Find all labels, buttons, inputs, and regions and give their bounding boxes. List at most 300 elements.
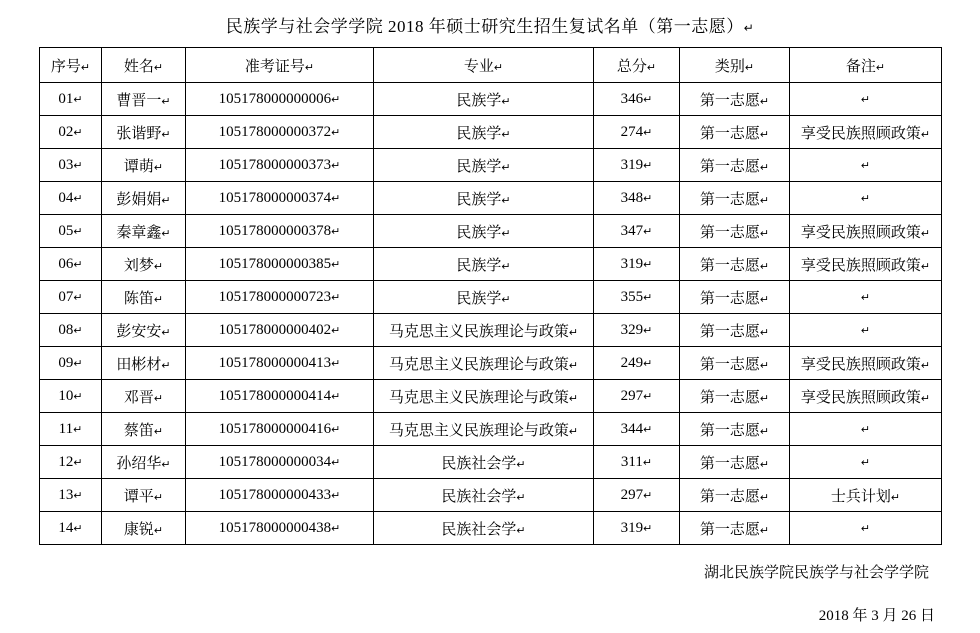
table-row xyxy=(40,479,942,512)
cell-seq-text: 05 xyxy=(58,222,74,239)
paragraph-mark-icon: ↵ xyxy=(759,194,770,207)
column-header-type xyxy=(680,48,790,83)
cell-score xyxy=(594,413,680,446)
roster-table-wrapper xyxy=(39,47,941,545)
table-row xyxy=(40,116,942,149)
cell-exam-no xyxy=(186,413,374,446)
cell-score-text: 311 xyxy=(620,453,643,470)
paragraph-mark-icon: ↵ xyxy=(643,357,653,370)
cell-name xyxy=(102,347,186,380)
paragraph-mark-icon: ↵ xyxy=(568,425,579,438)
cell-score xyxy=(594,380,680,413)
paragraph-mark-icon: ↵ xyxy=(743,21,755,35)
paragraph-mark-icon: ↵ xyxy=(331,159,341,172)
cell-type-text: 第一志愿 xyxy=(699,158,760,175)
cell-exam-no-text: 105178000000723 xyxy=(218,288,332,305)
cell-name-text: 谭平 xyxy=(123,488,154,505)
cell-score xyxy=(594,314,680,347)
cell-exam-no xyxy=(186,512,374,545)
cell-seq xyxy=(40,446,102,479)
cell-score-text: 297 xyxy=(620,387,644,404)
column-header-exam-no xyxy=(186,48,374,83)
cell-major-text: 民族学 xyxy=(456,224,502,241)
cell-major xyxy=(374,248,594,281)
cell-remark xyxy=(790,149,942,182)
paragraph-mark-icon: ↵ xyxy=(153,392,164,405)
paragraph-mark-icon: ↵ xyxy=(331,225,341,238)
cell-name xyxy=(102,413,186,446)
paragraph-mark-icon: ↵ xyxy=(331,126,341,139)
cell-exam-no xyxy=(186,281,374,314)
paragraph-mark-icon: ↵ xyxy=(73,357,83,370)
cell-remark-text: 士兵计划 xyxy=(830,488,891,505)
paragraph-mark-icon: ↵ xyxy=(153,425,164,438)
cell-exam-no-text: 105178000000402 xyxy=(218,321,332,338)
column-header-name-label: 姓名 xyxy=(123,58,154,75)
table-header-row xyxy=(40,48,942,83)
cell-type-text: 第一志愿 xyxy=(699,356,760,373)
cell-exam-no xyxy=(186,479,374,512)
cell-score xyxy=(594,347,680,380)
paragraph-mark-icon: ↵ xyxy=(73,225,83,238)
cell-exam-no-text: 105178000000372 xyxy=(218,123,332,140)
paragraph-mark-icon: ↵ xyxy=(643,423,653,436)
cell-seq xyxy=(40,182,102,215)
cell-type xyxy=(680,83,790,116)
cell-remark xyxy=(790,248,942,281)
cell-seq xyxy=(40,512,102,545)
cell-name-text: 陈笛 xyxy=(123,290,154,307)
document-footer xyxy=(39,545,941,625)
cell-type-text: 第一志愿 xyxy=(699,521,760,538)
cell-exam-no xyxy=(186,446,374,479)
cell-major xyxy=(374,512,594,545)
cell-name-text: 彭安安 xyxy=(116,323,162,340)
paragraph-mark-icon: ↵ xyxy=(759,227,770,240)
roster-table-body xyxy=(40,83,942,545)
cell-seq-text: 08 xyxy=(58,321,74,338)
cell-major-text: 民族社会学 xyxy=(441,455,517,472)
paragraph-mark-icon: ↵ xyxy=(744,61,755,74)
cell-seq-text: 11 xyxy=(58,420,74,437)
cell-exam-no xyxy=(186,83,374,116)
cell-remark xyxy=(790,83,942,116)
cell-score-text: 344 xyxy=(620,420,644,437)
cell-name-text: 蔡笛 xyxy=(123,422,154,439)
paragraph-mark-icon: ↵ xyxy=(643,522,653,535)
cell-score-text: 348 xyxy=(620,189,644,206)
column-header-score xyxy=(594,48,680,83)
paragraph-mark-icon: ↵ xyxy=(501,128,511,141)
cell-major-text: 民族学 xyxy=(456,125,502,142)
cell-seq-text: 06 xyxy=(58,255,74,272)
cell-type-text: 第一志愿 xyxy=(699,125,760,142)
paragraph-mark-icon: ↵ xyxy=(860,159,871,172)
cell-major-text: 马克思主义民族理论与政策 xyxy=(388,356,569,373)
cell-type-text: 第一志愿 xyxy=(699,488,760,505)
cell-exam-no-text: 105178000000034 xyxy=(218,453,332,470)
cell-score xyxy=(594,281,680,314)
cell-remark xyxy=(790,347,942,380)
cell-score xyxy=(594,116,680,149)
paragraph-mark-icon: ↵ xyxy=(860,291,871,304)
cell-name-text: 秦章鑫 xyxy=(116,224,162,241)
cell-remark-text: 享受民族照顾政策 xyxy=(800,125,921,142)
paragraph-mark-icon: ↵ xyxy=(304,61,315,74)
paragraph-mark-icon: ↵ xyxy=(860,522,871,535)
cell-name-text: 田彬材 xyxy=(116,356,162,373)
cell-major xyxy=(374,116,594,149)
footer-date: 2018 年 3 月 26 日 xyxy=(818,608,935,624)
paragraph-mark-icon: ↵ xyxy=(501,161,511,174)
cell-name xyxy=(102,149,186,182)
cell-type-text: 第一志愿 xyxy=(699,92,760,109)
paragraph-mark-icon: ↵ xyxy=(331,423,341,436)
cell-seq xyxy=(40,116,102,149)
paragraph-mark-icon: ↵ xyxy=(759,260,770,273)
column-header-seq xyxy=(40,48,102,83)
cell-seq xyxy=(40,479,102,512)
cell-score-text: 355 xyxy=(620,288,644,305)
cell-name xyxy=(102,446,186,479)
footer-organization: 湖北民族学院民族学与社会学学院 xyxy=(703,565,929,581)
cell-exam-no xyxy=(186,248,374,281)
cell-name-text: 邓晋 xyxy=(123,389,154,406)
paragraph-mark-icon: ↵ xyxy=(153,293,164,306)
cell-major-text: 民族学 xyxy=(456,158,502,175)
cell-exam-no xyxy=(186,380,374,413)
paragraph-mark-icon: ↵ xyxy=(643,225,653,238)
cell-remark-text: 享受民族照顾政策 xyxy=(800,224,921,241)
paragraph-mark-icon: ↵ xyxy=(643,192,653,205)
paragraph-mark-icon: ↵ xyxy=(516,458,526,471)
cell-score-text: 319 xyxy=(620,255,644,272)
paragraph-mark-icon: ↵ xyxy=(153,524,164,537)
paragraph-mark-icon: ↵ xyxy=(568,359,579,372)
paragraph-mark-icon: ↵ xyxy=(860,324,871,337)
cell-name-text: 曹晋一 xyxy=(116,92,162,109)
paragraph-mark-icon: ↵ xyxy=(331,522,341,535)
cell-major xyxy=(374,281,594,314)
cell-type xyxy=(680,215,790,248)
column-header-major xyxy=(374,48,594,83)
cell-major xyxy=(374,479,594,512)
cell-type xyxy=(680,380,790,413)
cell-type-text: 第一志愿 xyxy=(699,422,760,439)
paragraph-mark-icon: ↵ xyxy=(331,390,341,403)
cell-score xyxy=(594,182,680,215)
table-row xyxy=(40,512,942,545)
cell-remark xyxy=(790,413,942,446)
cell-major xyxy=(374,413,594,446)
cell-seq xyxy=(40,281,102,314)
cell-score xyxy=(594,446,680,479)
paragraph-mark-icon: ↵ xyxy=(920,260,931,273)
cell-major xyxy=(374,215,594,248)
cell-seq-text: 14 xyxy=(58,519,74,536)
cell-exam-no-text: 105178000000416 xyxy=(218,420,332,437)
cell-remark xyxy=(790,479,942,512)
paragraph-mark-icon: ↵ xyxy=(643,489,653,502)
paragraph-mark-icon: ↵ xyxy=(643,390,653,403)
column-header-seq-label: 序号 xyxy=(50,58,81,75)
paragraph-mark-icon: ↵ xyxy=(759,95,770,108)
cell-type-text: 第一志愿 xyxy=(699,290,760,307)
cell-major-text: 民族学 xyxy=(456,257,502,274)
roster-table xyxy=(39,47,942,545)
cell-seq-text: 09 xyxy=(58,354,74,371)
cell-name-text: 孙绍华 xyxy=(116,455,162,472)
cell-remark-text: 享受民族照顾政策 xyxy=(800,356,921,373)
cell-seq-text: 10 xyxy=(58,387,74,404)
cell-type xyxy=(680,479,790,512)
cell-exam-no xyxy=(186,149,374,182)
paragraph-mark-icon: ↵ xyxy=(920,227,931,240)
paragraph-mark-icon: ↵ xyxy=(161,95,171,108)
paragraph-mark-icon: ↵ xyxy=(920,392,931,405)
cell-major xyxy=(374,380,594,413)
cell-seq xyxy=(40,83,102,116)
table-row xyxy=(40,149,942,182)
cell-type xyxy=(680,116,790,149)
paragraph-mark-icon: ↵ xyxy=(643,324,653,337)
cell-score-text: 274 xyxy=(620,123,644,140)
paragraph-mark-icon: ↵ xyxy=(161,194,171,207)
cell-name xyxy=(102,314,186,347)
paragraph-mark-icon: ↵ xyxy=(643,126,653,139)
paragraph-mark-icon: ↵ xyxy=(516,491,526,504)
paragraph-mark-icon: ↵ xyxy=(73,456,83,469)
paragraph-mark-icon: ↵ xyxy=(759,128,770,141)
cell-score xyxy=(594,215,680,248)
cell-type-text: 第一志愿 xyxy=(699,389,760,406)
cell-type-text: 第一志愿 xyxy=(699,323,760,340)
paragraph-mark-icon: ↵ xyxy=(759,425,770,438)
paragraph-mark-icon: ↵ xyxy=(568,326,579,339)
column-header-major-label: 专业 xyxy=(463,58,494,75)
cell-remark xyxy=(790,446,942,479)
cell-major-text: 马克思主义民族理论与政策 xyxy=(388,389,569,406)
cell-score-text: 249 xyxy=(620,354,644,371)
paragraph-mark-icon: ↵ xyxy=(860,456,871,469)
paragraph-mark-icon: ↵ xyxy=(73,522,83,535)
cell-score-text: 319 xyxy=(620,519,644,536)
cell-exam-no xyxy=(186,182,374,215)
cell-exam-no xyxy=(186,347,374,380)
cell-score-text: 346 xyxy=(620,90,644,107)
cell-name-text: 谭萌 xyxy=(123,158,154,175)
cell-score-text: 329 xyxy=(620,321,644,338)
cell-remark xyxy=(790,512,942,545)
cell-major xyxy=(374,446,594,479)
paragraph-mark-icon: ↵ xyxy=(73,258,83,271)
cell-major xyxy=(374,314,594,347)
paragraph-mark-icon: ↵ xyxy=(73,126,83,139)
table-row xyxy=(40,446,942,479)
paragraph-mark-icon: ↵ xyxy=(875,61,886,74)
paragraph-mark-icon: ↵ xyxy=(73,324,83,337)
paragraph-mark-icon: ↵ xyxy=(643,258,653,271)
paragraph-mark-icon: ↵ xyxy=(493,61,504,74)
cell-name xyxy=(102,83,186,116)
cell-name xyxy=(102,116,186,149)
page-title-text: 民族学与社会学学院 2018 年硕士研究生招生复试名单（第一志愿） xyxy=(225,17,744,36)
cell-seq-text: 04 xyxy=(58,189,74,206)
cell-seq xyxy=(40,380,102,413)
cell-seq xyxy=(40,314,102,347)
paragraph-mark-icon: ↵ xyxy=(331,258,341,271)
cell-major-text: 马克思主义民族理论与政策 xyxy=(388,323,569,340)
cell-exam-no-text: 105178000000373 xyxy=(218,156,332,173)
cell-major-text: 民族学 xyxy=(456,290,502,307)
paragraph-mark-icon: ↵ xyxy=(860,93,871,106)
paragraph-mark-icon: ↵ xyxy=(153,491,164,504)
cell-exam-no-text: 105178000000006 xyxy=(218,90,332,107)
cell-type xyxy=(680,347,790,380)
paragraph-mark-icon: ↵ xyxy=(920,359,931,372)
cell-type xyxy=(680,182,790,215)
paragraph-mark-icon: ↵ xyxy=(161,128,171,141)
cell-type-text: 第一志愿 xyxy=(699,224,760,241)
cell-type xyxy=(680,413,790,446)
column-header-remark-label: 备注 xyxy=(845,58,876,75)
paragraph-mark-icon: ↵ xyxy=(501,227,511,240)
cell-remark xyxy=(790,116,942,149)
paragraph-mark-icon: ↵ xyxy=(759,359,770,372)
cell-name xyxy=(102,248,186,281)
cell-type-text: 第一志愿 xyxy=(699,191,760,208)
paragraph-mark-icon: ↵ xyxy=(759,326,770,339)
cell-major xyxy=(374,83,594,116)
paragraph-mark-icon: ↵ xyxy=(759,458,770,471)
paragraph-mark-icon: ↵ xyxy=(80,61,91,74)
table-row xyxy=(40,314,942,347)
cell-type xyxy=(680,446,790,479)
cell-score xyxy=(594,512,680,545)
paragraph-mark-icon: ↵ xyxy=(331,489,341,502)
cell-seq-text: 03 xyxy=(58,156,74,173)
paragraph-mark-icon: ↵ xyxy=(161,227,171,240)
paragraph-mark-icon: ↵ xyxy=(331,456,341,469)
paragraph-mark-icon: ↵ xyxy=(73,159,83,172)
cell-score xyxy=(594,248,680,281)
cell-type-text: 第一志愿 xyxy=(699,455,760,472)
paragraph-mark-icon: ↵ xyxy=(153,260,164,273)
cell-name xyxy=(102,182,186,215)
paragraph-mark-icon: ↵ xyxy=(331,357,341,370)
column-header-score-label: 总分 xyxy=(616,58,647,75)
paragraph-mark-icon: ↵ xyxy=(501,293,511,306)
cell-remark xyxy=(790,314,942,347)
cell-seq-text: 07 xyxy=(58,288,74,305)
paragraph-mark-icon: ↵ xyxy=(73,423,83,436)
cell-score xyxy=(594,83,680,116)
paragraph-mark-icon: ↵ xyxy=(331,192,341,205)
cell-exam-no-text: 105178000000378 xyxy=(218,222,332,239)
paragraph-mark-icon: ↵ xyxy=(759,161,770,174)
paragraph-mark-icon: ↵ xyxy=(646,61,657,74)
cell-major xyxy=(374,182,594,215)
paragraph-mark-icon: ↵ xyxy=(643,159,653,172)
cell-type xyxy=(680,314,790,347)
cell-name-text: 刘梦 xyxy=(123,257,154,274)
table-row xyxy=(40,248,942,281)
cell-seq-text: 13 xyxy=(58,486,74,503)
paragraph-mark-icon: ↵ xyxy=(643,93,653,106)
cell-seq xyxy=(40,347,102,380)
cell-name xyxy=(102,512,186,545)
column-header-name xyxy=(102,48,186,83)
cell-type xyxy=(680,149,790,182)
cell-exam-no-text: 105178000000413 xyxy=(218,354,332,371)
table-row xyxy=(40,215,942,248)
paragraph-mark-icon: ↵ xyxy=(759,524,770,537)
paragraph-mark-icon: ↵ xyxy=(161,359,171,372)
table-row xyxy=(40,380,942,413)
cell-name-text: 张谐野 xyxy=(116,125,162,142)
paragraph-mark-icon: ↵ xyxy=(643,291,653,304)
cell-major-text: 民族学 xyxy=(456,92,502,109)
cell-seq-text: 01 xyxy=(58,90,74,107)
paragraph-mark-icon: ↵ xyxy=(153,161,164,174)
cell-exam-no-text: 105178000000438 xyxy=(218,519,332,536)
paragraph-mark-icon: ↵ xyxy=(73,192,83,205)
cell-remark-text: 享受民族照顾政策 xyxy=(800,389,921,406)
paragraph-mark-icon: ↵ xyxy=(642,456,653,469)
cell-type xyxy=(680,281,790,314)
cell-name xyxy=(102,479,186,512)
paragraph-mark-icon: ↵ xyxy=(516,524,526,537)
cell-remark xyxy=(790,380,942,413)
cell-exam-no-text: 105178000000433 xyxy=(218,486,332,503)
cell-exam-no-text: 105178000000414 xyxy=(218,387,332,404)
paragraph-mark-icon: ↵ xyxy=(920,128,931,141)
cell-score-text: 297 xyxy=(620,486,644,503)
paragraph-mark-icon: ↵ xyxy=(153,61,164,74)
cell-score xyxy=(594,479,680,512)
cell-exam-no-text: 105178000000385 xyxy=(218,255,332,272)
paragraph-mark-icon: ↵ xyxy=(331,291,341,304)
paragraph-mark-icon: ↵ xyxy=(501,194,511,207)
cell-exam-no-text: 105178000000374 xyxy=(218,189,332,206)
cell-seq-text: 02 xyxy=(58,123,74,140)
cell-type xyxy=(680,512,790,545)
paragraph-mark-icon: ↵ xyxy=(331,93,341,106)
cell-remark xyxy=(790,182,942,215)
table-row xyxy=(40,413,942,446)
page-title xyxy=(0,0,980,47)
cell-major-text: 民族社会学 xyxy=(441,521,517,538)
paragraph-mark-icon: ↵ xyxy=(161,326,171,339)
cell-seq xyxy=(40,215,102,248)
paragraph-mark-icon: ↵ xyxy=(73,390,83,403)
cell-name xyxy=(102,380,186,413)
cell-seq-text: 12 xyxy=(58,453,74,470)
cell-type xyxy=(680,248,790,281)
paragraph-mark-icon: ↵ xyxy=(73,93,83,106)
cell-score xyxy=(594,149,680,182)
cell-seq xyxy=(40,149,102,182)
table-row xyxy=(40,182,942,215)
table-row xyxy=(40,281,942,314)
table-row xyxy=(40,83,942,116)
paragraph-mark-icon: ↵ xyxy=(759,392,770,405)
paragraph-mark-icon: ↵ xyxy=(501,260,511,273)
cell-remark xyxy=(790,281,942,314)
cell-remark-text: 享受民族照顾政策 xyxy=(800,257,921,274)
cell-name xyxy=(102,215,186,248)
cell-seq xyxy=(40,413,102,446)
